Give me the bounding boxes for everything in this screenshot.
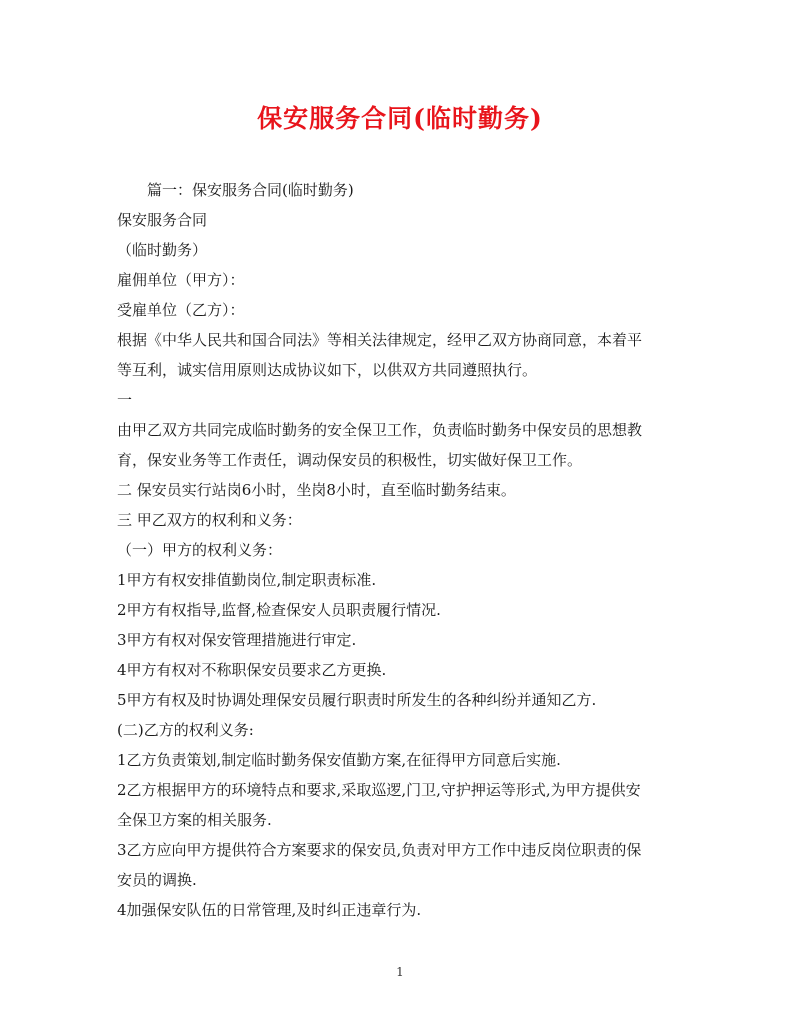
paragraph-line: 根据《中华人民共和国合同法》等相关法律规定，经甲乙双方协商同意，本着平: [117, 331, 643, 349]
paragraph-line: (二)乙方的权利义务:: [117, 721, 254, 739]
paragraph-line: 5甲方有权及时协调处理保安员履行职责时所发生的各种纠纷并通知乙方.: [117, 691, 597, 709]
paragraph-line: 保安服务合同: [117, 211, 208, 229]
paragraph-line: 3甲方有权对保安管理措施进行审定.: [117, 631, 357, 649]
paragraph-line: 受雇单位（乙方）：: [117, 301, 245, 319]
paragraph-line: （一）甲方的权利义务：: [117, 541, 283, 559]
paragraph-line: 全保卫方案的相关服务.: [117, 811, 272, 829]
paragraph-line: 2乙方根据甲方的环境特点和要求,采取巡逻,门卫,守护押运等形式,为甲方提供安: [117, 781, 641, 799]
paragraph-line: 育，保安业务等工作责任，调动保安员的积极性，切实做好保卫工作。: [117, 451, 583, 469]
paragraph-line: 一: [117, 391, 133, 409]
paragraph-line: 篇一：保安服务合同(临时勤务): [147, 181, 354, 199]
paragraph-line: 等互利，诚实信用原则达成协议如下，以供双方共同遵照执行。: [117, 361, 538, 379]
page-number: 1: [396, 965, 404, 979]
paragraph-line: 由甲乙双方共同完成临时勤务的安全保卫工作，负责临时勤务中保安员的思想教: [117, 421, 643, 439]
paragraph-line: 雇佣单位（甲方）：: [117, 271, 245, 289]
paragraph-line: 2甲方有权指导,监督,检查保安人员职责履行情况.: [117, 601, 441, 619]
paragraph-line: 4加强保安队伍的日常管理,及时纠正违章行为.: [117, 901, 422, 919]
paragraph-line: 二 保安员实行站岗6小时，坐岗8小时，直至临时勤务结束。: [117, 481, 516, 499]
paragraph-line: 1乙方负责策划,制定临时勤务保安值勤方案,在征得甲方同意后实施.: [117, 751, 561, 769]
paragraph-line: 三 甲乙双方的权利和义务：: [117, 511, 302, 529]
document-title: 保安服务合同(临时勤务): [257, 104, 543, 133]
paragraph-line: 4甲方有权对不称职保安员要求乙方更换.: [117, 661, 387, 679]
paragraph-line: 1甲方有权安排值勤岗位,制定职责标准.: [117, 571, 377, 589]
paragraph-line: （临时勤务）: [117, 241, 208, 259]
paragraph-line: 安员的调换.: [117, 871, 197, 889]
paragraph-line: 3乙方应向甲方提供符合方案要求的保安员,负责对甲方工作中违反岗位职责的保: [117, 841, 642, 859]
document-body: [117, 175, 683, 925]
